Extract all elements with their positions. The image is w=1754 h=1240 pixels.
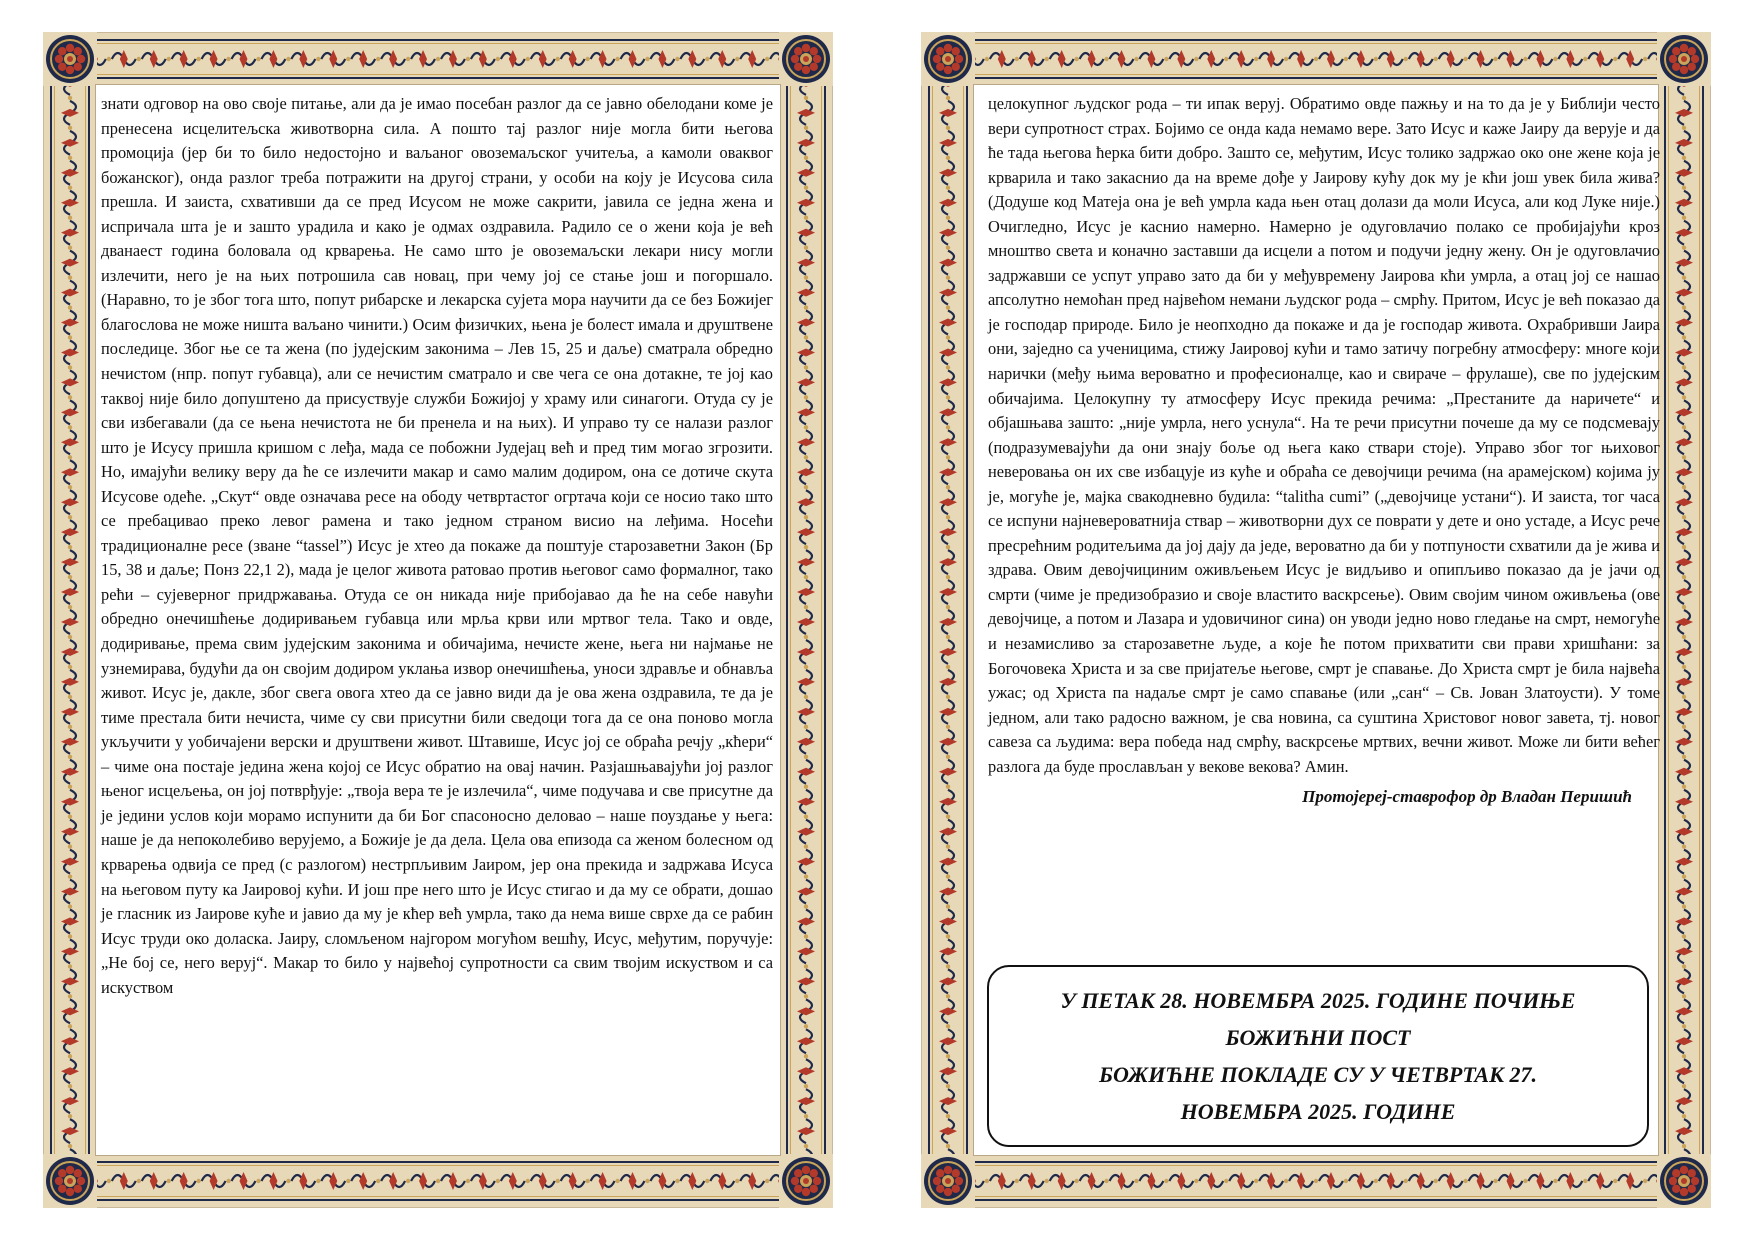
fasting-notice-box (987, 965, 1649, 1147)
text-column (101, 92, 773, 1000)
rosette-medallion-icon (921, 1154, 975, 1208)
body-text: целокупног људског рода – ти ипак веруј. Обратимо овде пажњу и на то да је у Библији често вери супротност страх. Бојимо се онда када немамо вере. Зато Исус и каже Јаиру да верује и да ће тада његова ћерка бити добро. Зашто се, међутим, Исус толико задржао око оне жене која је крварила и тако закаснио да на време дође у Јаирову кућу док му је кћи још увек била жива? (Додуше код Матеја она је већ умрла када њен отац долази да моли Исуса, али код Луке није.) Очигледно, Исус је каснио намерно. Намерно је одуговлачио полако се пробијајући кроз мноштво света и коначно заставши да исцели а потом и подучи једну жену. Он је одуговлачио задржавши се успут управо зато да би у међувремену Јаирова кћи умрла, а отац јој се нашао апсолутно немоћан пред највећом немани људског рода – смрћу. Притом, Исус је већ показао да је господар природе. Било је неопходно да покаже и да је господар живота. Охрабривши Јаира они, заједно са ученицима, стижу Јаировој кући и тамо затичу погребну атмосферу: многе који нарички (међу њима вероватно и професионалце, као и свираче – фрулаше), све по јудејским обичајима. Целокупну ту атмосферу Исус прекида речима: „Престаните да наричете“ и објашњава зашто: „није умрла, него уснула“. На те речи присутни почеше да му се подсмевају (подразумевајући да они знају боље од њега како ствари стоје). Управо због тог њиховог неверовања он их све избацује из куће и обраћа се девојчици речима (на арамејском) којима ју је, могуће је, мајка свакодневно будила: “talitha cumi” („девојчице устани“). И заиста, тог часа се испуни најневероватнија ствар – животворни дух се поврати у дете и оно устаде, а Исус рече пресрећним родитељима да јој дају да једе, вероватно да би у потпуности схватили да је жива и здрава. Овим девојчициним оживљењем Исус је видљиво и опипљиво показао да је јачи од смрти (чиме је предизобразио и своје властито васкрсење). Овим својим чином оживљења (ове девојчице, а потом и Лазара и удовичиног сина) он уводи једно ново гледање на смрт, немогуће и незамисливо за старозаветне људе, а које ће потом прихватити сви прави хришћани: за Богочовека Христа и за све пријатеље његове, смрт је спавање. До Христа смрт је била највећа ужас; од Христа па надаље смрт је само спавање (или „сан“ – Св. Јован Златоусти). У томе једном, али тако радосно важном, је сва новина, са суштина Христовог новог завета, тј. новог савеза са људима: вера победа над смрћу, васкрсење мртвих, вечни живот. Може ли бити већег разлога да буде прослављан у векове векова? Амин. (988, 94, 1660, 776)
author-signature: Протојереј-ставрофор др Владан Перишић (1302, 787, 1632, 807)
border-right (780, 33, 832, 1207)
notice-line: БОЖИЋНИ ПОСТ (1225, 1025, 1411, 1050)
rosette-medallion-icon (779, 1154, 833, 1208)
border-bottom (922, 1155, 1710, 1207)
border-top (922, 33, 1710, 85)
notice-line: У ПЕТАК 28. НОВЕМБРА 2025. ГОДИНЕ ПОЧИЊЕ (1060, 988, 1576, 1013)
rosette-medallion-icon (1657, 32, 1711, 86)
right-page (921, 32, 1711, 1208)
border-left (922, 33, 974, 1207)
rosette-medallion-icon (779, 32, 833, 86)
notice-line: БОЖИЋНЕ ПОКЛАДЕ СУ У ЧЕТВРТАК 27. (1099, 1062, 1537, 1087)
body-text: знати одговор на ово своје питање, али да је имао посебан разлог да се јавно обелодани коме је пренесена исцелитељска животворна сила. А пошто тај разлог није могла бити његова промоција (јер би то било недостојно и ваљаног овоземаљског учитеља, а камоли оваквог божанског), онда разлог треба потражити на другој страни, у особи на коју је Исусова сила прешла. И заиста, схвативши да се пред Исусом не може сакрити, јавила се једна жена и испричала шта је и зашто урадила и како је одмах оздравила. Радило се о жени која је већ дванаест година боловала од крварења. Не само што је овоземаљски лекари нису могли излечити, него је на њих потрошила сав новац, при чему јој се стање још и погоршало. (Наравно, то је због тога што, попут рибарске и лекарска сујета мора научити да се без Божијег благослова не може ништа ваљано чинити.) Осим физичких, њена је болест имала и друштвене последице. Због ње се та жена (по јудејским законима – Лев 15, 25 и даље) сматрала обредно нечистом (нпр. попут губавца), али се нечистим сматрало и све чега се она дотакне, те јој као таквој није било допуштено да присуствује служби Божијој у храму или синагоги. Отуда су је сви избегавали (да се њена нечистота не би пренела и на њих). И управо ту се налази разлог што је Исусу пришла кришом с леђа, мада се побожни Јудејац већ и пред тим могао згрозити. Но, имајући велику веру да ће се излечити макар и само малим додиром, она се дотиче скута Исусове одеће. „Скут“ овде означава ресе на ободу четвртастог огртача који се носио тако што се пребацивао преко левог рамена и тако једном страном висио на леђима. Носећи традиционалне ресе (зване “tassel”) Исус је хтео да покаже да поштује старозаветни Закон (Бр 15, 38 и даље; Понз 22,1 2), мада је целог живота ратовао против његовог само формалног, тако рећи – сујеверног придржавања. Отуда се он никада није прибојавао да ће на себе навући обредно онечишћење додиривањем губавца или мрља крви или мртвог тела. Тако и овде, додиривање, према свим јудејским законима и обичајима, нечисте жене, њега ни најмање не узнемирава, будући да он својим додиром уклања извор онечишћења, уноси здравље и обнавља живот. Исус је, дакле, због свега овога хтео да се јавно види да је ова жена оздравила, те да је тиме престала бити нечиста, чиме су сви присутни били сведоци тога да се она поново могла укључити у уобичајени верски и друштвени живот. Штавише, Исус јој се обраћа речју „кћери“ – чиме она постаје једина жена којој се Исус обратио на овај начин. Разјашњавајући јој разлог њеног исцељења, он јој потврђује: „твоја вера те је излечила“, чиме подучава и све присутне да је једини услов који морамо испунити да би Бог спасоносно деловао – наше поуздање у њега: наше је да непоколебиво верујемо, а Божије је да дела. Цела ова епизода са женом болесном од крварења одвија се пред (с разлогом) нестрпљивим Јаиром, јер она прекида и задржава Исуса на његовом путу ка Јаировој кући. И још пре него што је Исус стигао и да му се обрати, дошао је гласник из Јаирове куће и јавио да му је кћер већ умрла, тако да нема више сврхе да се рабин Исус труди око доласка. Јаиру, сломљеном најгором могућом вешћу, Исус, међутим, поручује: „Не бој се, него веруј“. Макар то било у највећој супротности са свим твојим искуством и са искуством (101, 94, 773, 997)
border-bottom (44, 1155, 832, 1207)
left-page (43, 32, 833, 1208)
rosette-medallion-icon (43, 1154, 97, 1208)
border-left (44, 33, 96, 1207)
rosette-medallion-icon (43, 32, 97, 86)
rosette-medallion-icon (921, 32, 975, 86)
rosette-medallion-icon (1657, 1154, 1711, 1208)
notice-line: НОВЕМБРА 2025. ГОДИНЕ (1180, 1099, 1456, 1124)
text-column (988, 92, 1660, 807)
border-top (44, 33, 832, 85)
border-right (1658, 33, 1710, 1207)
